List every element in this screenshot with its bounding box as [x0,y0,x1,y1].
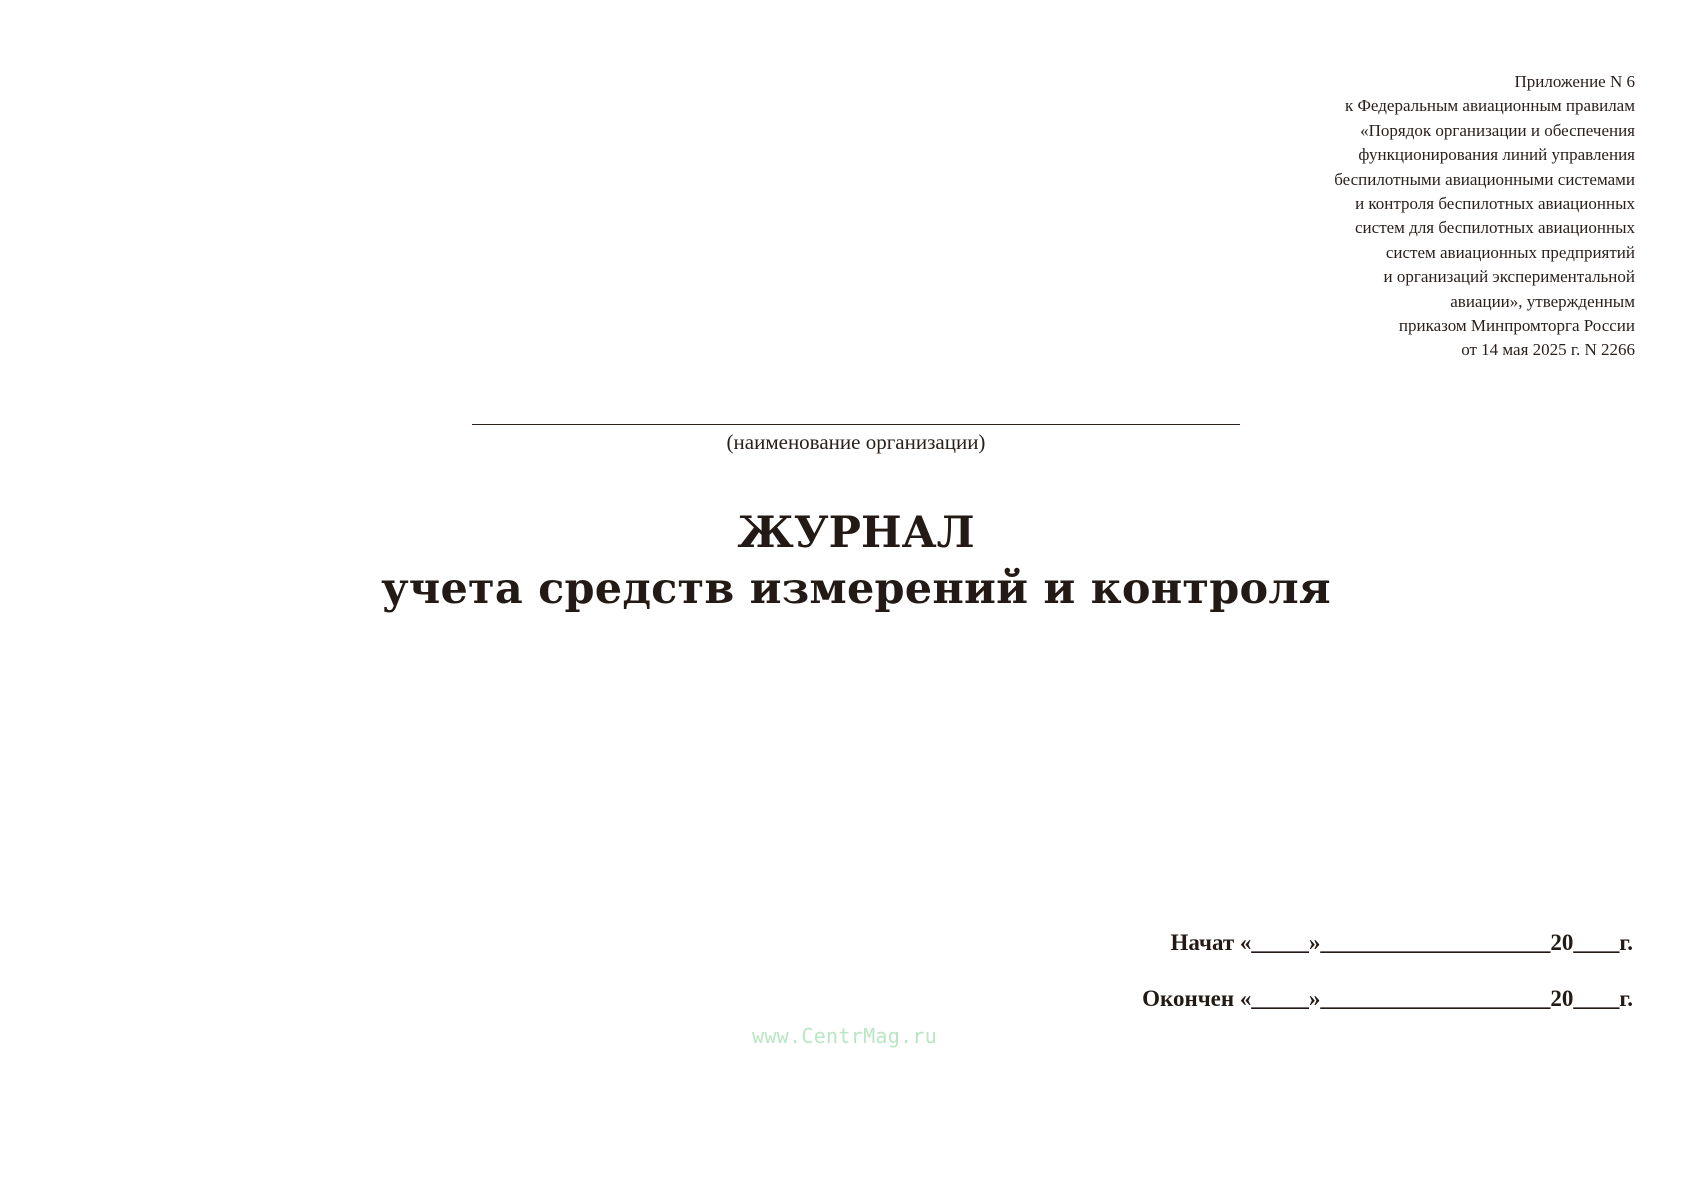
organization-name-line [472,404,1240,425]
organization-caption: (наименование организации) [726,430,986,454]
appendix-line: к Федеральным авиационным правилам [1344,96,1635,116]
start-date-field: Начат «_____»____________________20____г. [1170,930,1633,955]
appendix-reference [1075,70,1635,363]
appendix-line: от 14 мая 2025 г. N 2266 [1461,340,1635,360]
organization-block [472,404,1240,455]
journal-dates [993,928,1633,1014]
appendix-line: и контроля беспилотных авиационных [1355,194,1635,214]
watermark: www.CentrMag.ru [752,1024,938,1048]
appendix-line: систем авиационных предприятий [1385,242,1635,262]
appendix-line: приказом Минпромторга России [1398,316,1635,336]
document-title: ЖУРНАЛ [737,508,975,558]
appendix-line: и организаций экспериментальной [1383,267,1635,287]
document-title-block [0,505,1697,617]
appendix-line: авиации», утвержденным [1450,291,1635,311]
appendix-line: беспилотными авиационными системами [1334,169,1635,189]
appendix-line: «Порядок организации и обеспечения [1360,120,1635,140]
appendix-line: функционирования линий управления [1358,145,1635,165]
appendix-line: Приложение N 6 [1514,72,1635,91]
appendix-line: систем для беспилотных авиационных [1355,218,1635,238]
end-date-field: Окончен «_____»____________________20____г. [1142,986,1633,1011]
document-subtitle: учета средств измерений и контроля [381,564,1331,614]
